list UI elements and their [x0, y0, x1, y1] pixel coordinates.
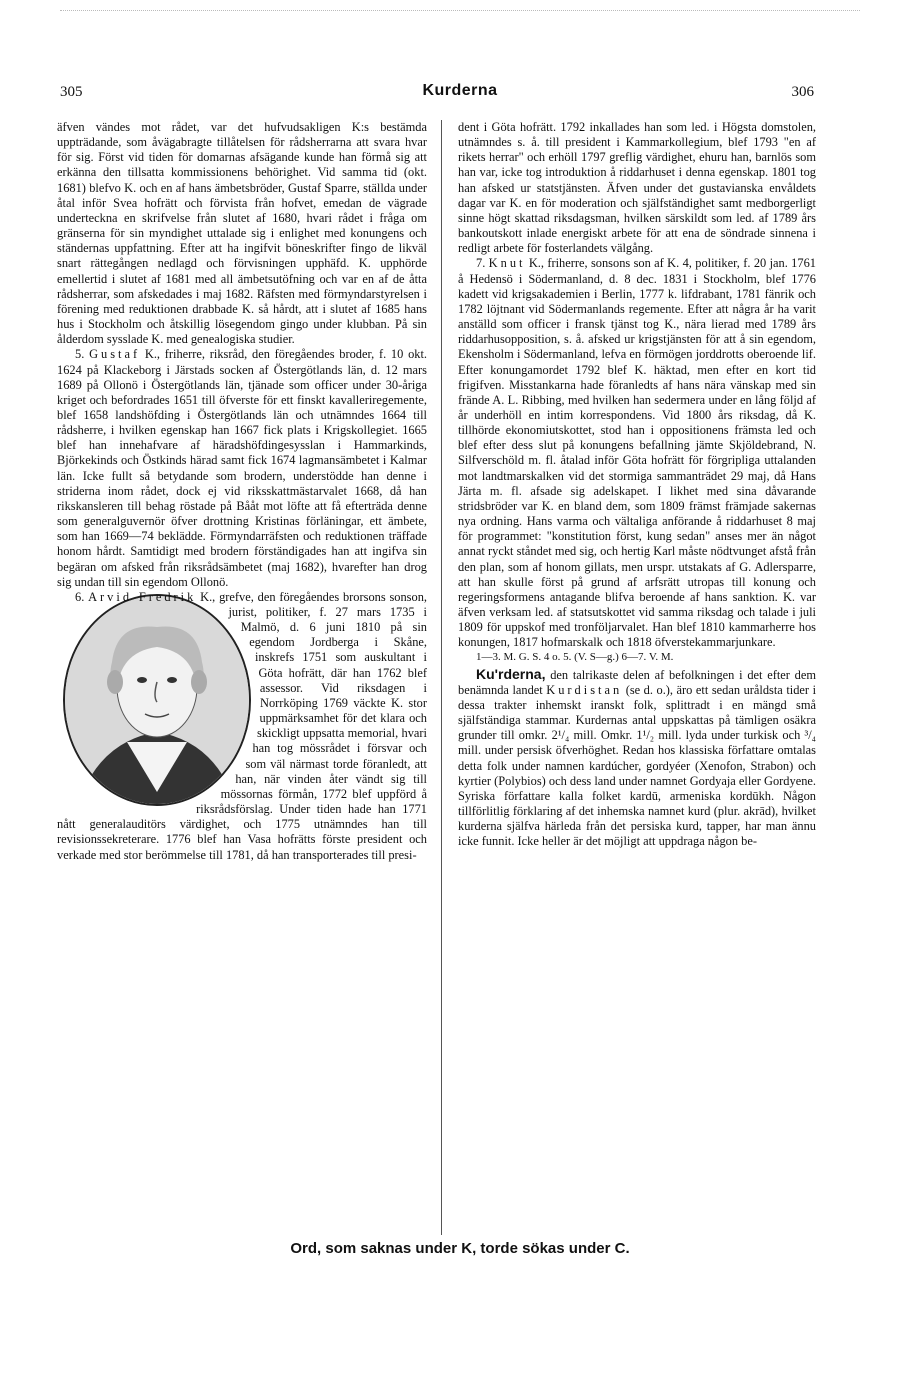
left-column — [57, 120, 427, 863]
entry-text-rest: (se d. o.), äro ett sedan uråldsta tider i dessa trakter inhemskt iranskt folk, splittradt i en mängd små själfständiga stammar. Kurdernas antal uppskattas på tämligen osäkra grunder till omkr. 2¹/₄ mill. Omkr. 1¹/₂ mill. lyda under turkisk och ³/₄ mill. under persisk öfverhöghet. Redan hos klassiska författare omtalas detta folk under namnen kardúcher, gordyéer (Xenofon, Strabon) och kyrtier (Polybios) och dess land under namnet Gordyaja eller Gordyene. Syriska författare kalla folket kardū, armeniska kordūkh. Någon tillförlitlig förklaring af det inhemska namnet kurd (plur. akrād), hvilket kurderna själfva härleda från det persiska kurd, tapper, har man ännu icke funnit. Icke heller är det möjligt att uppdraga någon be- — [458, 682, 817, 849]
entry-7-knut — [458, 256, 816, 650]
portrait-engraving — [57, 589, 252, 808]
page-header — [0, 84, 920, 108]
entry-name: Arvid Fredrik — [88, 589, 197, 604]
footer-note: Ord, som saknas under K, torde sökas under C. — [290, 1240, 630, 1257]
left-paragraph-continuation: äfven vändes mot rådet, var det hufvudsakligen K:s bestämda uppträdande, som åvägabragte tillåtelsen för rådsherrarna att svara hvar för sig. Först vid tiden för domarnas afsägande kunde han förmå sig att erkänna den tillsatta kommissionens behörighet. Vid samma tid (okt. 1681) blefvo K. och en af hans ämbetsbröder, Gustaf Sparre, ställda under åtal inför Svea hofrätt och förvista från hofvet, emedan de vägrade underteckna en skrifvelse från slutet af 1680, hvari rådet i fråga om gränserna för sin myndighet uttalade sig i enlighet med konungens och ständernas uppfattning. Efter att ha ingifvit böneskrifter fingo de likväl snart rättegången nedlagd och förvisningen upphäfd. K. upphörde emellertid i slutet af 1681 med all ämbetsutöfning och var en af de åtta rådsherrar, som afskedades i maj 1682. Räfsten med förmyndarstyrelsen i förening med reduktionen drabbade K. så hårdt, att i slutet af 1685 hans hus i Stockholm och åtskillig lösegendom gingo under klubban. På sin ålderdom sysslade K. med genealogiska studier. — [57, 120, 427, 347]
portrait-image — [57, 589, 252, 808]
headword: Ku'rderna, — [476, 665, 546, 682]
entry-text: den talrikaste delen af befolkningen i det efter dem benämnda landet — [458, 667, 816, 697]
entry-kurderna — [458, 666, 816, 850]
entry-number: 5. — [75, 347, 85, 362]
top-scan-edge — [60, 10, 860, 12]
entry-text: K., friherre, sonsons son af K. 4, politiker, f. 20 jan. 1761 å Hedensö i Södermanland, d. 8 dec. 1831 i Stockholm, blef 1776 kadett vid krigsakademien i Berlin, 1777 k. lifdrabant, 1781 fänrik och 1782 löjtnant vid Södermanlands regemente. Efter att några år ha varit anställd som officer i fransk tjänst tog K., nära lierad med 1789 års riddarhusopposition, s. å. afsked ur krigstjänsten för att å sin egendom, Ekensholm i Södermanland, lefva en förmögen jorddrotts oberoende lif. Efter konungamordet 1792 blef K. häktad, men efter en kort tid frigifven. Misstankarna hade föranledts af hans nära vänskap med sin frände A. L. Ribbing, med hvilken han sedermera under en lång följd af år underhöll en intim korrespondens. Vid 1800 års riksdag, då K. tillhörde ekonomiutskottet, stod han i oppositionens främsta led och blef efter dess slut på konungens befallning jämte Skjöldebrand, N. Silfverschöld m. fl. åtalad inför Göta hofrätt för förgripliga uttalanden mot landtmarskalken vid det stormiga sammanträdet 29 maj, då Hans Järta m. fl. afsade sig adelskapet. I likhet med sina dåvarande stridsbröder var K. en bland dem, som 1809 främst främjade sakernas nya ordning. Hans varma och vältaliga anförande å riddarhuset 8 maj för programmet: "konstitution först, kung sedan" anses mer än något annat ryckt ståndet med sig, och hertig Karl måste nödtvunget afstå från den plan, som af honom gillats, men urspr. utstakats af G. Adlersparre, att han skulle först på grund af arfsrätt utropas till konung och regeringsformens antagande blifva beroende af hans sanktion. K. var äfven verksam led. af statsutskottet vid samma riksdag och talade i juli 1809 för uppskof med tronföljarvalet. Han blef 1810 kammarherre hos konungen, 1817 hofmarskalk och 1818 öfverstekammarjunkare. — [458, 256, 816, 650]
page-number-right: 306 — [791, 84, 814, 100]
entry-text: K., grefve, den föregåendes brorsons sonson, jurist, politiker, f. 27 mars 1735 i Malmö, d. 6 juni 1810 på sin egendom Jordberga i Skåne, inskrefs 1751 som auskultant i Göta hofrätt, där han 1762 blef assessor. Vid riksdagen i Norrköping 1769 väckte K. stor uppmärksamhet för det klara och skickligt uppsatta memorial, hvari han tog mössrådet i försvar och som väl närmast torde föranledt, att han, när vinden åter vändt sig till mössornas förmån, 1772 blef uppförd å riksrådsförslag. Under tiden hade han 1771 nått generalauditörs värdighet, och 1775 utnämndes han till revisionssekreterare. 1776 blef han Vasa hofrätts förste president och verkade med stor berömmelse till 1781, då han transporterades till presi- — [57, 589, 427, 862]
entry-name: Gustaf — [89, 347, 141, 362]
author-signatures: 1—3. M. G. S. 4 o. 5. (V. S—g.) 6—7. V. M. — [476, 651, 674, 664]
entry-number: 7. — [476, 256, 486, 271]
page-number-left: 305 — [60, 84, 83, 100]
entry-number: 6. — [75, 589, 85, 604]
running-title: Kurderna — [422, 82, 498, 99]
place-name: Kurdistan — [546, 682, 623, 697]
entry-name: Knut — [488, 256, 526, 271]
column-divider — [441, 120, 442, 1235]
right-paragraph-continuation: dent i Göta hofrätt. 1792 inkallades han som led. i Högsta domstolen, utnämndes s. å. till president i Kammarkollegium, blef 1793 "en af rikets herrar" och erhöll 1797 greflig värdighet, ehuru han, barnlös som han var, icke tog introduktion å riddarhuset i denna egenskap. 1801 tog han afsked ur statstjänsten. Äfven under det gustavianska envåldets dagar var K. en för moderation och själfständighet samt medborgerligt sinne högt skattad riksdagsman, hvilken särskildt som led. af 1789 års bankoutskott inlade energiskt arbete för att ena de söndrade sinnena i redligt arbete för fosterlandets välgång. — [458, 120, 816, 256]
right-column — [458, 120, 816, 850]
entry-5-gustaf — [57, 347, 427, 590]
entry-6-arvid-fredrik — [57, 590, 427, 863]
entry-text: K., friherre, riksråd, den föregåendes broder, f. 10 okt. 1624 på Klackeborg i Järstads socken af Östergötlands län, d. 12 mars 1689 på Ollonö i Östergötlands län, tjänade som officer under 30-åriga kriget och befordrades 1651 till öfverste för ett finskt kavalleriregemente, blef 1658 landshöfding i Östergötlands län och utnämndes 1664 till rådsherre, i hvilken egenskap han 1667 fick plats i Krigskollegiet. 1665 blef han innehafvare af häradshöfdingesysslan i Hammarkinds, Björkekinds och Östkinds härad samt fick 1674 lagmansämbetet i Kalmar län. Icke fullt så betydande som brodern, understödde han denne i striderna inom rådet, dock ej vid riksskattmästarvalet 1668, då han rikskansleren till behag röstade på Bååt mot löfte att få efterträda denne som generalguvernör öfver drottning Kristinas förläningar, ett ämbete, som han 1669—74 beklädde. Förmyndarräfsten och reduktionen träffade honom hårdt. Samtidigt med brodern förständigades han att ingifva sin begäran om afsked från riksrådsämbetet (maj 1682), hvarefter han drog sig undan till sin egendom Ollonö. — [57, 347, 427, 589]
